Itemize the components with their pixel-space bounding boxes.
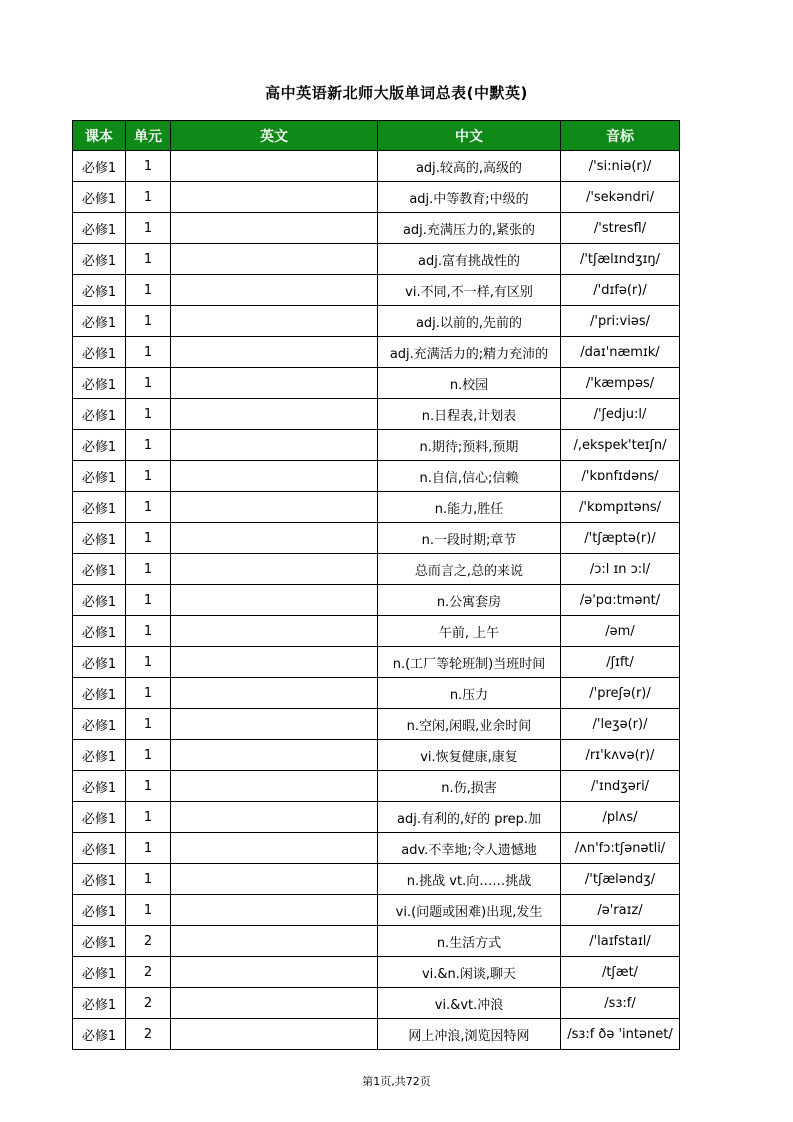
cell-book: 必修1	[73, 802, 126, 833]
cell-chinese: n.公寓套房	[378, 585, 561, 616]
cell-english-answer[interactable]	[171, 616, 378, 647]
cell-phonetic: /'dɪfə(r)/	[561, 275, 680, 306]
cell-unit: 1	[126, 895, 171, 926]
cell-chinese: adj.富有挑战性的	[378, 244, 561, 275]
column-header-chinese: 中文	[378, 121, 561, 151]
cell-phonetic: /rɪ'kʌvə(r)/	[561, 740, 680, 771]
cell-book: 必修1	[73, 616, 126, 647]
cell-unit: 1	[126, 368, 171, 399]
cell-unit: 1	[126, 709, 171, 740]
cell-book: 必修1	[73, 244, 126, 275]
cell-unit: 1	[126, 740, 171, 771]
cell-chinese: vi.恢复健康,康复	[378, 740, 561, 771]
table-row	[73, 647, 680, 678]
cell-phonetic: /ɔ:l ɪn ɔ:l/	[561, 554, 680, 585]
table-row	[73, 709, 680, 740]
cell-book: 必修1	[73, 678, 126, 709]
cell-book: 必修1	[73, 585, 126, 616]
table-header-row	[73, 121, 680, 151]
cell-chinese: n.空闲,闲暇,业余时间	[378, 709, 561, 740]
cell-phonetic: /'pri:viəs/	[561, 306, 680, 337]
cell-unit: 1	[126, 461, 171, 492]
cell-english-answer[interactable]	[171, 988, 378, 1019]
cell-book: 必修1	[73, 461, 126, 492]
table-row	[73, 368, 680, 399]
cell-unit: 1	[126, 275, 171, 306]
cell-chinese: vi.&n.闲谈,聊天	[378, 957, 561, 988]
cell-english-answer[interactable]	[171, 306, 378, 337]
cell-book: 必修1	[73, 523, 126, 554]
cell-phonetic: /ə'pɑ:tmənt/	[561, 585, 680, 616]
cell-english-answer[interactable]	[171, 585, 378, 616]
cell-phonetic: /'ɪndʒəri/	[561, 771, 680, 802]
cell-phonetic: /daɪ'næmɪk/	[561, 337, 680, 368]
table-row	[73, 833, 680, 864]
cell-unit: 1	[126, 337, 171, 368]
cell-book: 必修1	[73, 926, 126, 957]
cell-chinese: adj.较高的,高级的	[378, 151, 561, 182]
cell-phonetic: /'tʃælɪndʒɪŋ/	[561, 244, 680, 275]
page-footer: 第1页,共72页	[362, 1075, 431, 1088]
cell-chinese: n.一段时期;章节	[378, 523, 561, 554]
cell-chinese: adj.以前的,先前的	[378, 306, 561, 337]
cell-english-answer[interactable]	[171, 244, 378, 275]
table-row	[73, 740, 680, 771]
cell-book: 必修1	[73, 337, 126, 368]
cell-book: 必修1	[73, 399, 126, 430]
table-row	[73, 275, 680, 306]
cell-phonetic: /'si:niə(r)/	[561, 151, 680, 182]
cell-unit: 2	[126, 957, 171, 988]
table-row	[73, 523, 680, 554]
cell-chinese: adv.不幸地;令人遗憾地	[378, 833, 561, 864]
cell-book: 必修1	[73, 306, 126, 337]
cell-unit: 1	[126, 523, 171, 554]
cell-english-answer[interactable]	[171, 461, 378, 492]
cell-chinese: n.自信,信心;信赖	[378, 461, 561, 492]
cell-english-answer[interactable]	[171, 492, 378, 523]
cell-phonetic: /'tʃæləndʒ/	[561, 864, 680, 895]
cell-phonetic: /'kæmpəs/	[561, 368, 680, 399]
cell-english-answer[interactable]	[171, 647, 378, 678]
cell-book: 必修1	[73, 895, 126, 926]
cell-book: 必修1	[73, 182, 126, 213]
cell-book: 必修1	[73, 554, 126, 585]
cell-chinese: n.压力	[378, 678, 561, 709]
cell-unit: 1	[126, 833, 171, 864]
cell-english-answer[interactable]	[171, 771, 378, 802]
cell-chinese: n.伤,损害	[378, 771, 561, 802]
cell-book: 必修1	[73, 430, 126, 461]
cell-phonetic: /,ekspek'teɪʃn/	[561, 430, 680, 461]
cell-phonetic: /əm/	[561, 616, 680, 647]
cell-phonetic: /'sekəndri/	[561, 182, 680, 213]
cell-phonetic: /sɜ:f/	[561, 988, 680, 1019]
cell-unit: 1	[126, 647, 171, 678]
cell-book: 必修1	[73, 368, 126, 399]
cell-phonetic: /ə'raɪz/	[561, 895, 680, 926]
table-row	[73, 957, 680, 988]
cell-phonetic: /'kɒmpɪtəns/	[561, 492, 680, 523]
cell-chinese: adj.有利的,好的 prep.加	[378, 802, 561, 833]
cell-book: 必修1	[73, 213, 126, 244]
cell-book: 必修1	[73, 1019, 126, 1050]
cell-english-answer[interactable]	[171, 709, 378, 740]
cell-unit: 1	[126, 492, 171, 523]
cell-unit: 1	[126, 678, 171, 709]
cell-english-answer[interactable]	[171, 337, 378, 368]
cell-chinese: 总而言之,总的来说	[378, 554, 561, 585]
cell-chinese: 午前, 上午	[378, 616, 561, 647]
cell-book: 必修1	[73, 988, 126, 1019]
cell-chinese: 网上冲浪,浏览因特网	[378, 1019, 561, 1050]
cell-phonetic: /'preʃə(r)/	[561, 678, 680, 709]
cell-phonetic: /tʃæt/	[561, 957, 680, 988]
cell-english-answer[interactable]	[171, 182, 378, 213]
cell-english-answer[interactable]	[171, 802, 378, 833]
cell-english-answer[interactable]	[171, 554, 378, 585]
table-row	[73, 213, 680, 244]
cell-phonetic: /plʌs/	[561, 802, 680, 833]
cell-chinese: n.生活方式	[378, 926, 561, 957]
cell-english-answer[interactable]	[171, 151, 378, 182]
page-title: 高中英语新北师大版单词总表(中默英)	[265, 84, 528, 102]
cell-chinese: adj.中等教育;中级的	[378, 182, 561, 213]
cell-phonetic: /'kɒnfɪdəns/	[561, 461, 680, 492]
cell-english-answer[interactable]	[171, 833, 378, 864]
column-header-english: 英文	[171, 121, 378, 151]
table-row	[73, 399, 680, 430]
table-row	[73, 461, 680, 492]
cell-chinese: vi.&vt.冲浪	[378, 988, 561, 1019]
cell-phonetic: /ʃɪft/	[561, 647, 680, 678]
table-row	[73, 492, 680, 523]
table-row	[73, 895, 680, 926]
cell-unit: 2	[126, 1019, 171, 1050]
cell-chinese: vi.(问题或困难)出现,发生	[378, 895, 561, 926]
cell-chinese: n.能力,胜任	[378, 492, 561, 523]
table-row	[73, 678, 680, 709]
table-row	[73, 337, 680, 368]
cell-book: 必修1	[73, 957, 126, 988]
cell-unit: 1	[126, 585, 171, 616]
cell-english-answer[interactable]	[171, 430, 378, 461]
cell-unit: 1	[126, 306, 171, 337]
cell-english-answer[interactable]	[171, 740, 378, 771]
cell-chinese: adj.充满活力的;精力充沛的	[378, 337, 561, 368]
table-body	[73, 151, 680, 1050]
cell-phonetic: /sɜ:f ðə 'intənet/	[561, 1019, 680, 1050]
cell-english-answer[interactable]	[171, 864, 378, 895]
cell-book: 必修1	[73, 740, 126, 771]
cell-unit: 1	[126, 802, 171, 833]
table-row	[73, 616, 680, 647]
cell-phonetic: /ʌn'fɔ:tʃənətli/	[561, 833, 680, 864]
table-row	[73, 182, 680, 213]
cell-unit: 1	[126, 864, 171, 895]
cell-english-answer[interactable]	[171, 368, 378, 399]
column-header-phonetic: 音标	[561, 121, 680, 151]
cell-english-answer[interactable]	[171, 678, 378, 709]
cell-unit: 1	[126, 399, 171, 430]
cell-unit: 1	[126, 554, 171, 585]
cell-chinese: n.挑战 vt.向……挑战	[378, 864, 561, 895]
table-row	[73, 306, 680, 337]
cell-book: 必修1	[73, 833, 126, 864]
cell-chinese: n.(工厂等轮班制)当班时间	[378, 647, 561, 678]
table-row	[73, 802, 680, 833]
cell-book: 必修1	[73, 864, 126, 895]
column-header-book: 课本	[73, 121, 126, 151]
table-row	[73, 244, 680, 275]
cell-chinese: vi.不同,不一样,有区别	[378, 275, 561, 306]
cell-unit: 1	[126, 151, 171, 182]
cell-phonetic: /'leʒə(r)/	[561, 709, 680, 740]
table-row	[73, 988, 680, 1019]
cell-unit: 2	[126, 988, 171, 1019]
table-row	[73, 554, 680, 585]
table-row	[73, 771, 680, 802]
cell-book: 必修1	[73, 647, 126, 678]
cell-unit: 1	[126, 771, 171, 802]
vocabulary-table	[72, 120, 680, 1050]
table-row	[73, 151, 680, 182]
cell-english-answer[interactable]	[171, 523, 378, 554]
cell-chinese: n.校园	[378, 368, 561, 399]
cell-unit: 2	[126, 926, 171, 957]
cell-unit: 1	[126, 430, 171, 461]
cell-book: 必修1	[73, 275, 126, 306]
table-row	[73, 1019, 680, 1050]
cell-unit: 1	[126, 616, 171, 647]
cell-unit: 1	[126, 244, 171, 275]
table-row	[73, 585, 680, 616]
cell-unit: 1	[126, 213, 171, 244]
cell-english-answer[interactable]	[171, 926, 378, 957]
cell-book: 必修1	[73, 771, 126, 802]
column-header-unit: 单元	[126, 121, 171, 151]
cell-phonetic: /'ʃedju:l/	[561, 399, 680, 430]
cell-chinese: n.期待;预料,预期	[378, 430, 561, 461]
cell-english-answer[interactable]	[171, 957, 378, 988]
cell-english-answer[interactable]	[171, 895, 378, 926]
cell-book: 必修1	[73, 492, 126, 523]
cell-english-answer[interactable]	[171, 399, 378, 430]
cell-phonetic: /'stresfl/	[561, 213, 680, 244]
cell-book: 必修1	[73, 151, 126, 182]
cell-english-answer[interactable]	[171, 1019, 378, 1050]
table-row	[73, 430, 680, 461]
cell-chinese: n.日程表,计划表	[378, 399, 561, 430]
cell-book: 必修1	[73, 709, 126, 740]
table-row	[73, 926, 680, 957]
cell-unit: 1	[126, 182, 171, 213]
cell-chinese: adj.充满压力的,紧张的	[378, 213, 561, 244]
table-row	[73, 864, 680, 895]
cell-english-answer[interactable]	[171, 275, 378, 306]
cell-phonetic: /'tʃæptə(r)/	[561, 523, 680, 554]
cell-english-answer[interactable]	[171, 213, 378, 244]
cell-phonetic: /'laɪfstaɪl/	[561, 926, 680, 957]
